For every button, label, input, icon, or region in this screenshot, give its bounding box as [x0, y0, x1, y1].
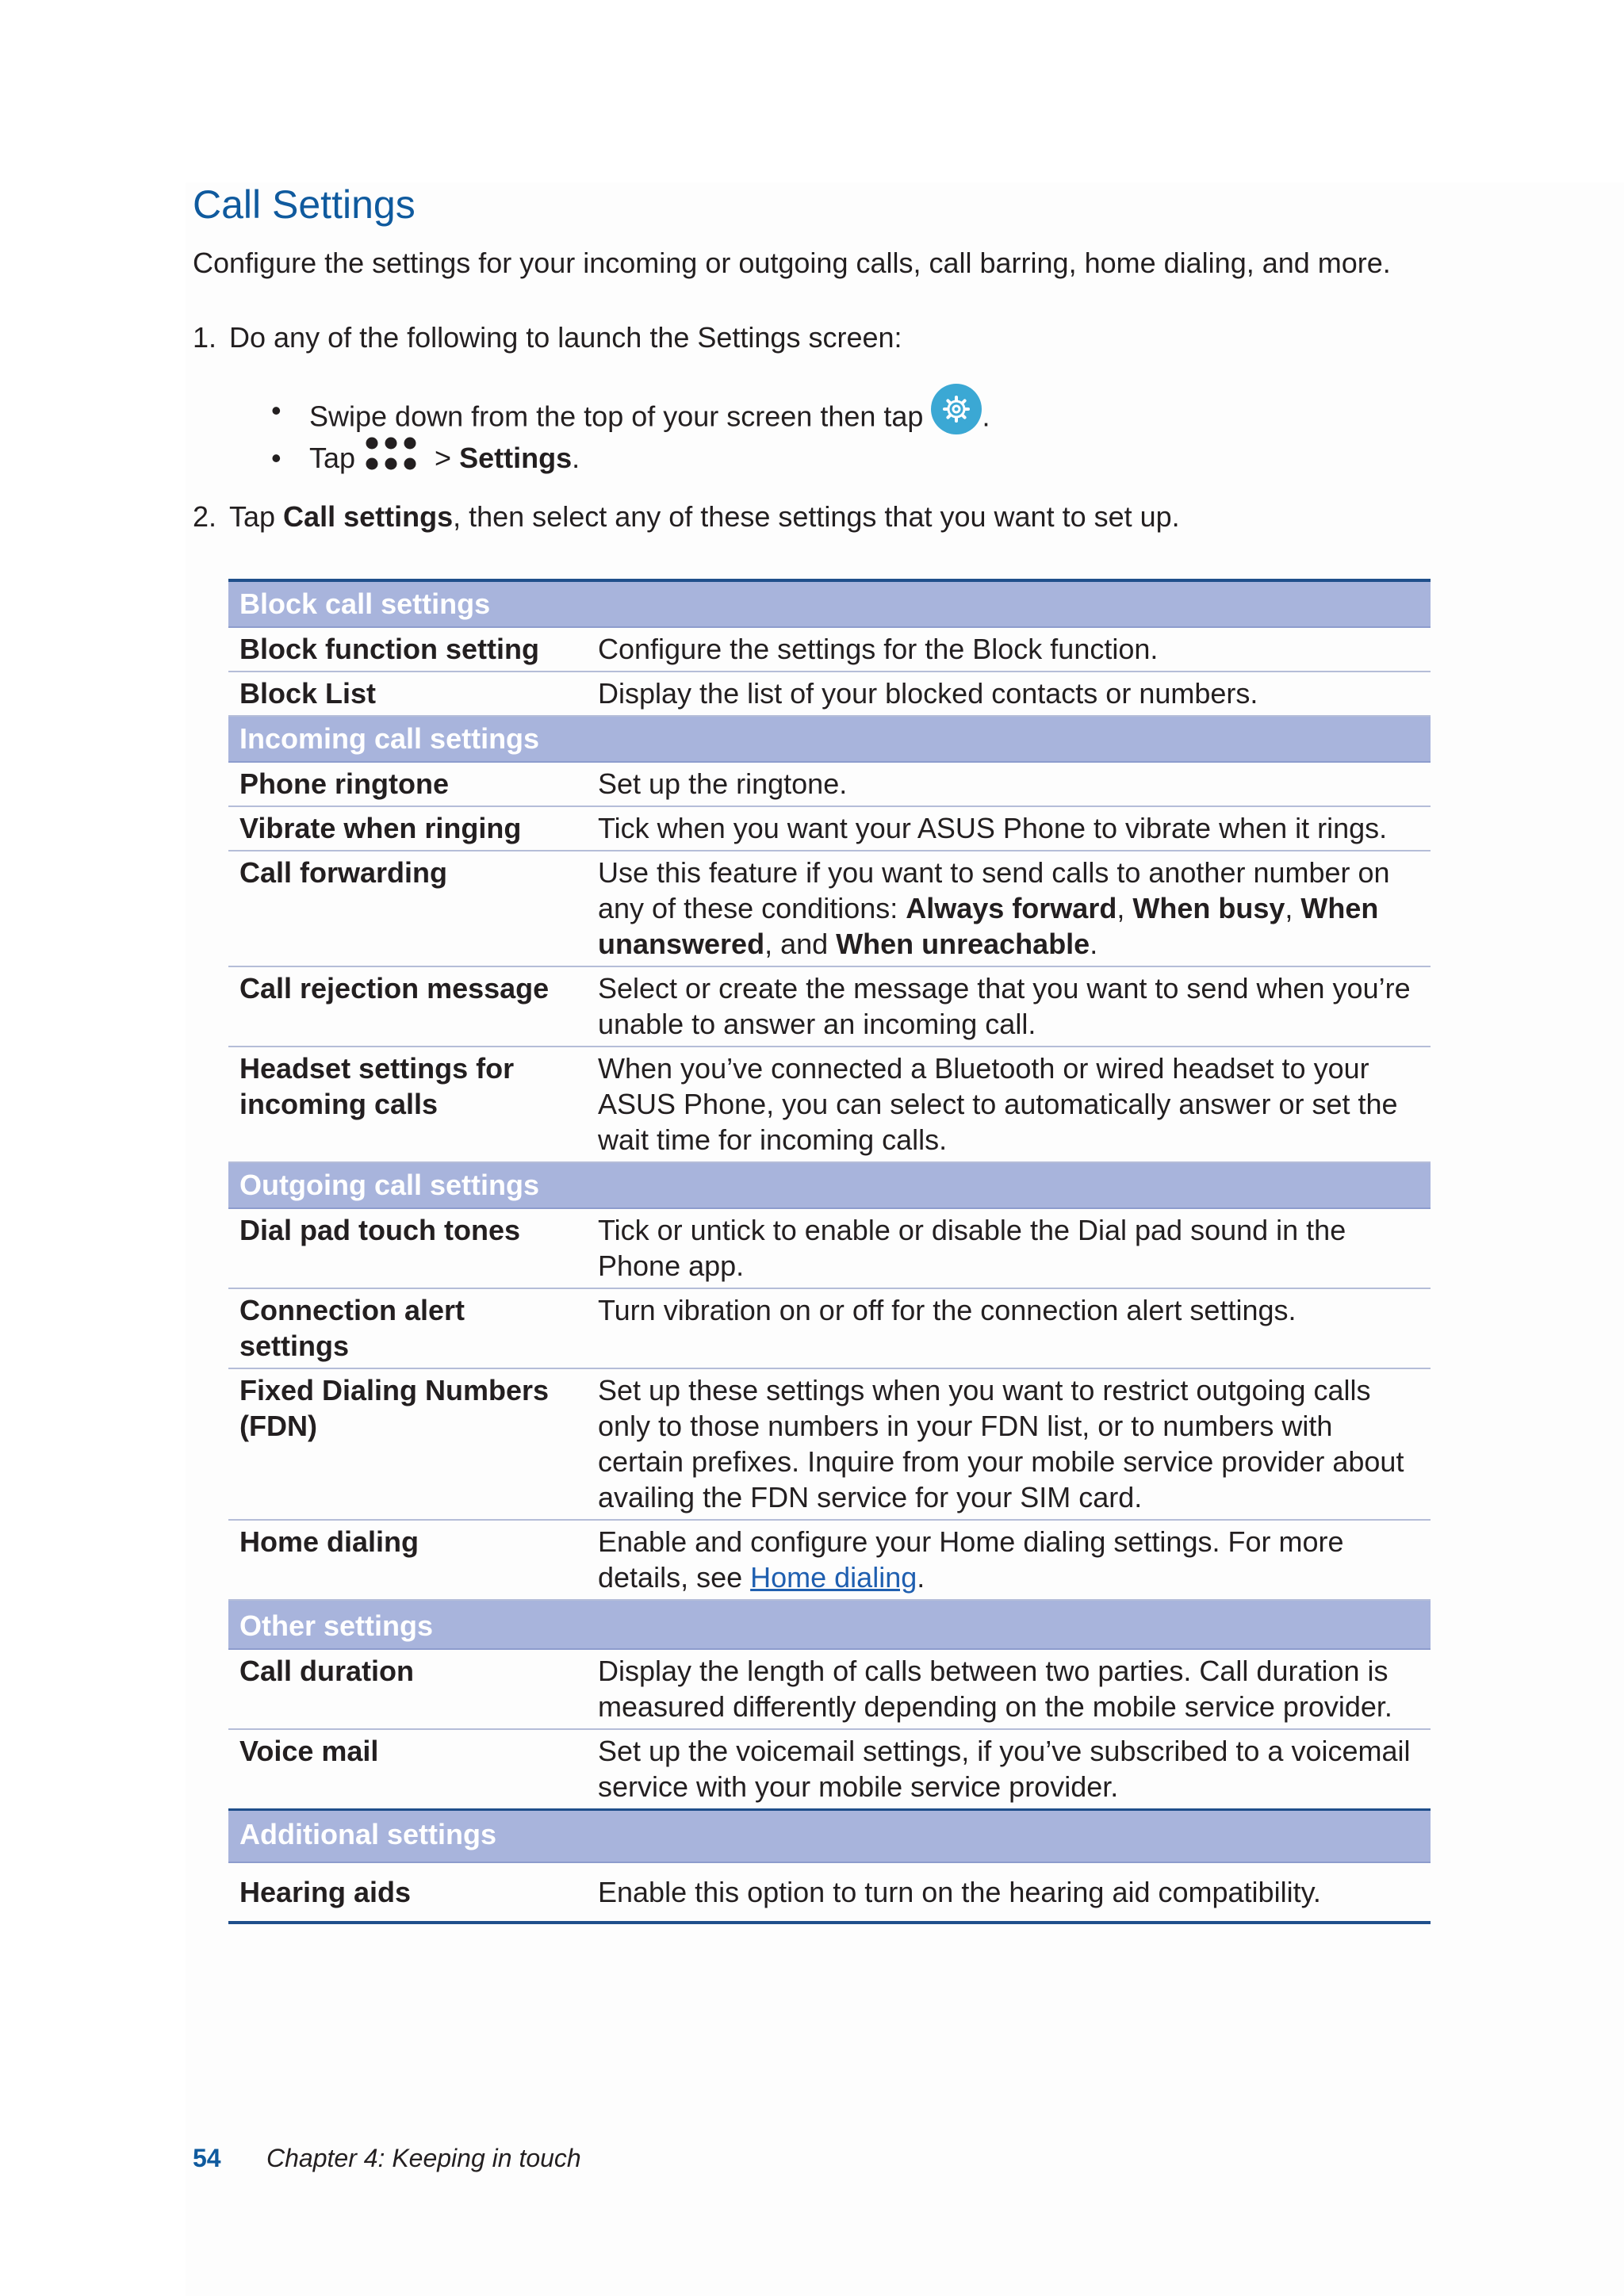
section-header [228, 1162, 1431, 1208]
table-row [228, 966, 1431, 1047]
step-text [229, 499, 1180, 534]
setting-name: Call duration [228, 1649, 587, 1729]
section-header [228, 1600, 1431, 1649]
bullet-text: Swipe down from the top of your screen then tap [309, 400, 924, 433]
table-row [228, 1208, 1431, 1288]
option-when-busy: When busy [1132, 892, 1285, 924]
call-settings-table [228, 579, 1431, 1924]
section-title: Outgoing call settings [228, 1162, 1431, 1208]
table-row [228, 806, 1431, 851]
setting-description [587, 851, 1431, 966]
setting-description: Select or create the message that you want to send when you’re unable to answer an incoming call. [587, 966, 1431, 1047]
setting-name: Home dialing [228, 1520, 587, 1600]
table-row [228, 1288, 1431, 1368]
bullet-text: Tap [309, 442, 356, 474]
setting-name: Call rejection message [228, 966, 587, 1047]
page-number: 54 [193, 2144, 221, 2172]
setting-description: Set up the voicemail settings, if you’ve subscribed to a voicemail service with your mobile service provider. [587, 1729, 1431, 1810]
table-row [228, 1862, 1431, 1923]
section-title: Incoming call settings [228, 716, 1431, 762]
table-row [228, 1368, 1431, 1520]
setting-name: Call forwarding [228, 851, 587, 966]
section-header [228, 1810, 1431, 1863]
setting-description: When you’ve connected a Bluetooth or wired headset to your ASUS Phone, you can select to automatically answer or set the wait time for incoming calls. [587, 1047, 1431, 1162]
settings-label: Settings [459, 442, 573, 474]
table-row [228, 1729, 1431, 1810]
setting-name: Dial pad touch tones [228, 1208, 587, 1288]
section-title: Other settings [228, 1600, 1431, 1649]
desc-sep: , and [764, 928, 837, 960]
option-when-unanswered: When unanswered [598, 892, 1379, 960]
setting-description: Display the length of calls between two parties. Call duration is measured differently depending on the mobile service provider. [587, 1649, 1431, 1729]
table-row [228, 851, 1431, 966]
table-row [228, 1520, 1431, 1600]
bullet-dot: • [271, 394, 282, 427]
setting-description: Display the list of your blocked contacts or numbers. [587, 672, 1431, 716]
option-always-forward: Always forward [906, 892, 1117, 924]
option-when-unreachable: When unreachable [836, 928, 1090, 960]
setting-description: Configure the settings for the Block function. [587, 627, 1431, 672]
intro-text: Configure the settings for your incoming or outgoing calls, call barring, home dialing, and more. [193, 247, 1391, 279]
setting-description: Turn vibration on or off for the connection alert settings. [587, 1288, 1431, 1368]
step-number: 2. [193, 500, 217, 533]
setting-description: Set up the ringtone. [587, 762, 1431, 806]
desc-sep: , [1285, 892, 1301, 924]
setting-name: Block function setting [228, 627, 587, 672]
bullet-dot: • [271, 442, 282, 474]
setting-description: Set up these settings when you want to restrict outgoing calls only to those numbers in your FDN list, or to numbers with certain prefixes. Inquire from your mobile service provider about availing the FDN service for your SIM card. [587, 1368, 1431, 1520]
desc-text: Use this feature if you want to send calls to another number on any of these conditions: [598, 856, 1390, 924]
page-title: Call Settings [193, 182, 416, 227]
call-settings-label: Call settings [283, 500, 454, 533]
chapter-title: Chapter 4: Keeping in touch [266, 2144, 581, 2172]
chevron-separator: > [427, 442, 460, 474]
table-row [228, 627, 1431, 672]
section-header [228, 716, 1431, 762]
all-apps-icon [362, 435, 420, 472]
desc-sep: , [1116, 892, 1133, 924]
desc-sep: . [917, 1561, 925, 1594]
step-number: 1. [193, 321, 217, 354]
setting-name: Headset settings for incoming calls [228, 1047, 587, 1162]
bullet-punct: . [572, 442, 580, 474]
setting-name: Hearing aids [228, 1862, 587, 1923]
setting-name: Connection alert settings [228, 1288, 587, 1368]
table-row [228, 1047, 1431, 1162]
setting-description: Enable this option to turn on the hearing aid compatibility. [587, 1862, 1431, 1923]
table-row [228, 762, 1431, 806]
table-row [228, 672, 1431, 716]
setting-name: Phone ringtone [228, 762, 587, 806]
desc-text: Enable and configure your Home dialing settings. For more details, see [598, 1525, 1344, 1594]
step-text-pre: Tap [229, 500, 284, 533]
setting-name: Fixed Dialing Numbers (FDN) [228, 1368, 587, 1520]
section-title: Additional settings [228, 1810, 1431, 1863]
setting-name: Block List [228, 672, 587, 716]
step-text: Do any of the following to launch the Settings screen: [229, 321, 902, 354]
settings-gear-icon [931, 384, 982, 434]
setting-description: Tick or untick to enable or disable the Dial pad sound in the Phone app. [587, 1208, 1431, 1288]
section-header [228, 580, 1431, 627]
desc-sep: . [1090, 928, 1098, 960]
bullet-punct: . [982, 400, 990, 433]
setting-name: Voice mail [228, 1729, 587, 1810]
section-title: Block call settings [228, 580, 1431, 627]
table-row [228, 1649, 1431, 1729]
setting-description [587, 1520, 1431, 1600]
setting-description: Tick when you want your ASUS Phone to vibrate when it rings. [587, 806, 1431, 851]
home-dialing-link[interactable]: Home dialing [750, 1561, 917, 1594]
setting-name: Vibrate when ringing [228, 806, 587, 851]
step-text-post: , then select any of these settings that you want to set up. [453, 500, 1180, 533]
